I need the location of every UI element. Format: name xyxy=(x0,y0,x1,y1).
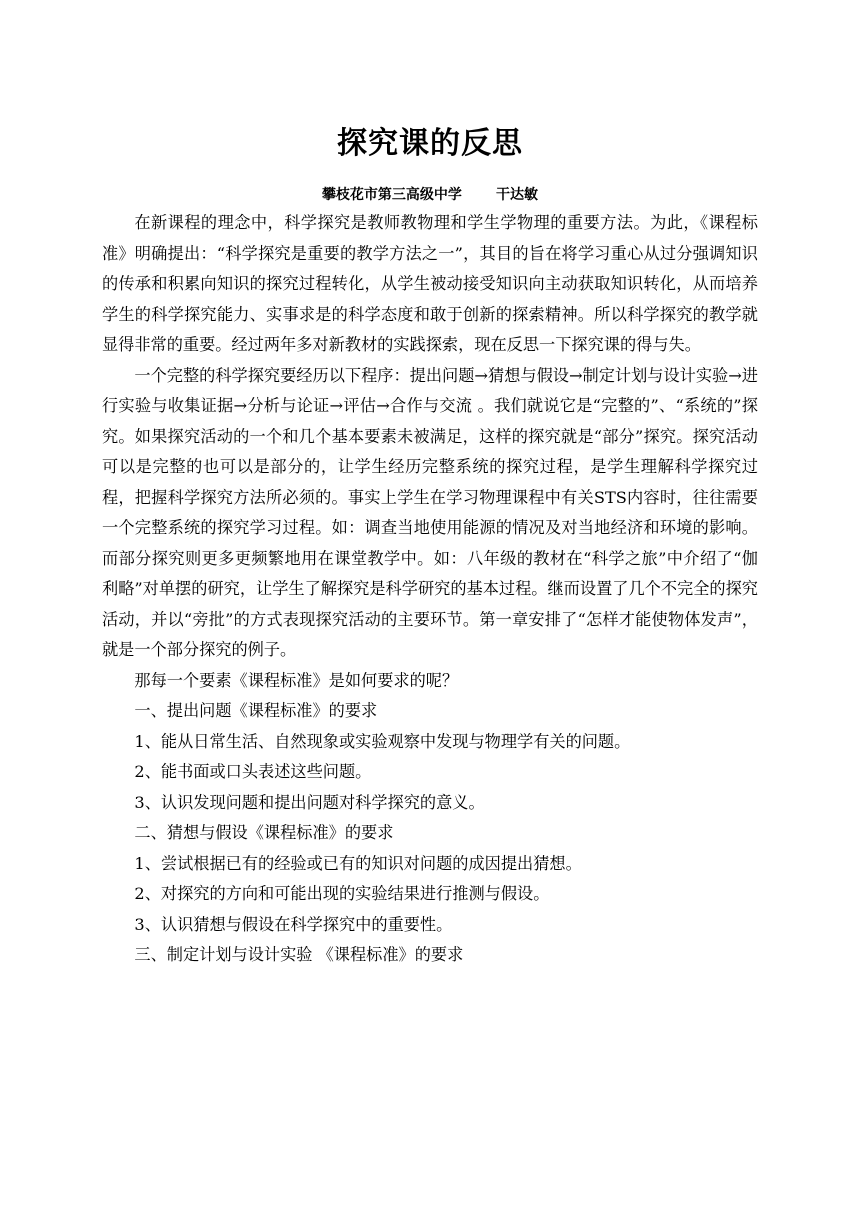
section-heading-2: 二、猜想与假设《课程标准》的要求 xyxy=(134,823,394,842)
section-heading-3: 三、制定计划与设计实验 《课程标准》的要求 xyxy=(134,945,464,964)
paragraph-inquiry-process: 一个完整的科学探究要经历以下程序：提出问题→猜想与假设→制定计划与设计实验→进行实验与收集证据→分析与论证→评估→合作与交流 。我们就说它是“完整的”、“系统的”探究。如果探究活动的一个和几个基本要素未被满足，这样的探究就是“部分”探究。探究活动可以是完整的也可以是部分的，让学生经历完整系统的探究过程，是学生理解科学探究过程，把握科学探究方法所必须的。事实上学生在学习物理课程中有关STS内容时，往往需要一个完整系统的探究学习过程。如：调查当地使用能源的情况及对当地经济和环境的影响。而部分探究则更多更频繁地用在课堂教学中。如：八年级的教材在“科学之旅”中介绍了“伽利略”对单摆的研究，让学生了解探究是科学研究的基本过程。继而设置了几个不完全的探究活动，并以“旁批”的方式表现探究活动的主要环节。第一章安排了“怎样才能使物体发声”，就是一个部分探究的例子。 xyxy=(102,365,758,659)
list-item: 1、能从日常生活、自然现象或实验观察中发现与物理学有关的问题。 xyxy=(134,731,631,751)
paragraph-question: 那每一个要素《课程标准》是如何要求的呢？ xyxy=(134,670,459,690)
document-title: 探究课的反思 xyxy=(337,126,523,161)
document-body xyxy=(102,208,758,971)
paragraph-intro: 在新课程的理念中，科学探究是教师教物理和学生学物理的重要方法。为此，《课程标准》明确提出：“科学探究是重要的教学方法之一”，其目的旨在将学习重心从过分强调知识的传承和积累向知识的探究过程转化，从学生被动接受知识向主动获取知识转化，从而培养学生的科学探究能力、实事求是的科学态度和敢于创新的探索精神。所以科学探究的教学就显得非常的重要。经过两年多对新教材的实践探索，现在反思一下探究课的得与失。 xyxy=(102,213,758,354)
list-item: 1、尝试根据已有的经验或已有的知识对问题的成因提出猜想。 xyxy=(134,853,582,873)
section-heading-1: 一、提出问题《课程标准》的要求 xyxy=(134,701,378,720)
list-item: 2、对探究的方向和可能出现的实验结果进行推测与假设。 xyxy=(134,884,550,903)
list-item: 3、认识发现问题和提出问题对科学探究的意义。 xyxy=(134,792,485,812)
list-item: 2、能书面或口头表述这些问题。 xyxy=(134,762,372,781)
author-byline: 攀枝花市第三高级中学 干达敏 xyxy=(321,187,539,203)
list-item: 3、认识猜想与假设在科学探究中的重要性。 xyxy=(134,914,453,934)
